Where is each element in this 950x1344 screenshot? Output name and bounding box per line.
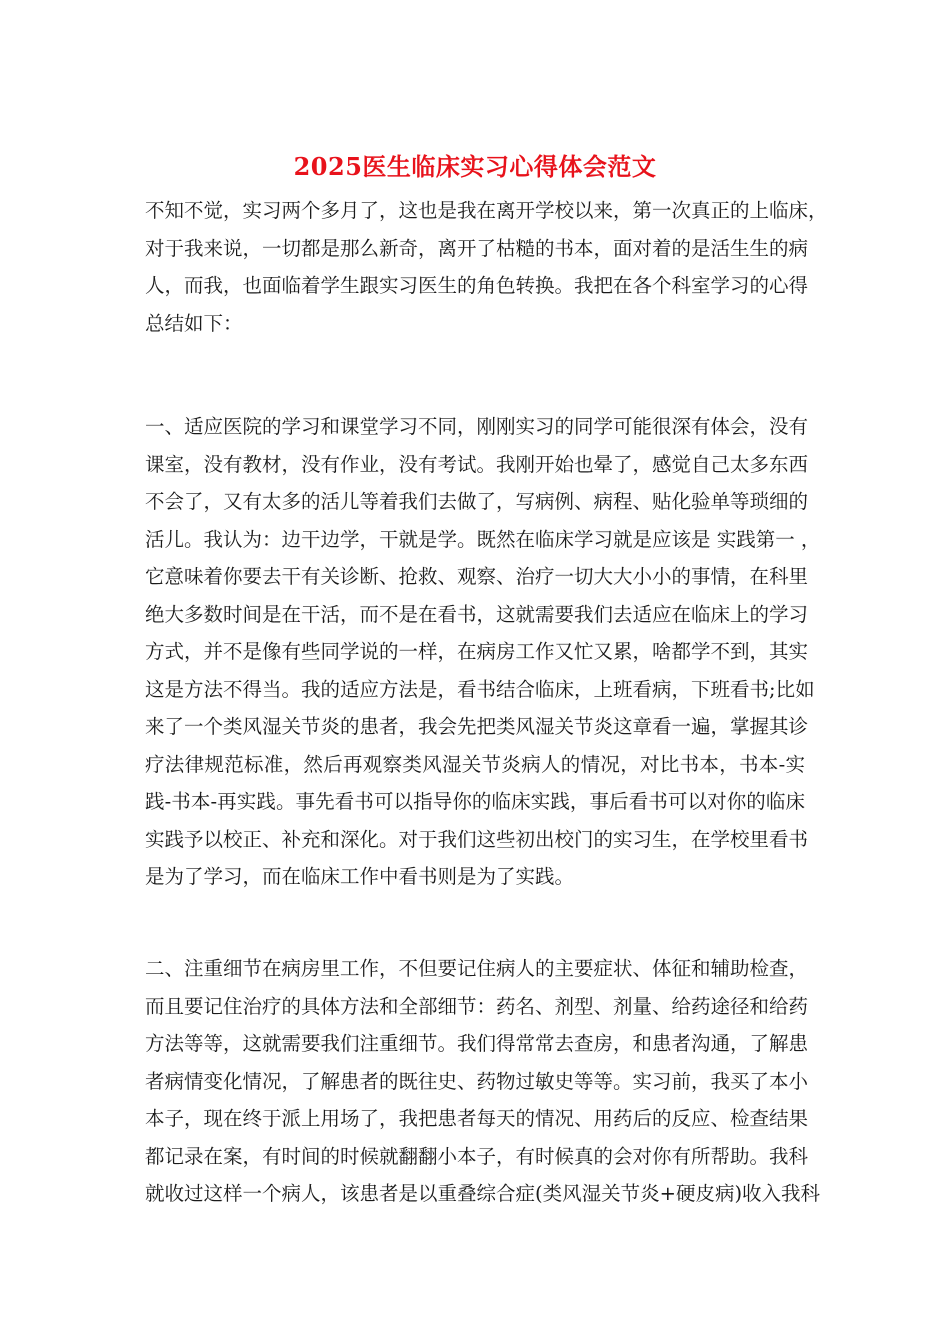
paragraph-line: 活儿。我认为：边干边学，干就是学。既然在临床学习就是应该是 实践第一 ， xyxy=(145,527,821,551)
paragraph-line: 人，而我，也面临着学生跟实习医生的角色转换。我把在各个科室学习的心得 xyxy=(145,274,809,297)
paragraph-line: 对于我来说，一切都是那么新奇，离开了枯糙的书本，面对着的是活生生的病 xyxy=(145,236,809,260)
paragraph-line: 方式，并不是像有些同学说的一样，在病房工作又忙又累，啥都学不到，其实 xyxy=(145,640,809,663)
paragraph-line: 二、注重细节在病房里工作，不但要记住病人的主要症状、体征和辅助检查， xyxy=(145,957,809,980)
paragraph-line: 一、适应医院的学习和课堂学习不同，刚刚实习的同学可能很深有体会，没有 xyxy=(145,415,809,438)
paragraph-line: 疗法律规范标准，然后再观察类风湿关节炎病人的情况，对比书本，书本-实 xyxy=(145,752,805,776)
paragraph-line: 而且要记住治疗的具体方法和全部细节：药名、剂型、剂量、给药途径和给药 xyxy=(145,994,809,1018)
paragraph-line: 不会了，又有太多的活儿等着我们去做了，写病例、病程、贴化验单等琐细的 xyxy=(145,490,809,513)
document-title: 2025医生临床实习心得体会范文 xyxy=(293,152,657,181)
paragraph-line: 就收过这样一个病人，该患者是以重叠综合症(类风湿关节炎+硬皮病)收入我科 xyxy=(145,1182,821,1205)
paragraph-line: 总结如下： xyxy=(145,311,243,335)
paragraph-line: 来了一个类风湿关节炎的患者，我会先把类风湿关节炎这章看一遍，掌握其诊 xyxy=(145,715,809,738)
paragraph-line: 方法等等，这就需要我们注重细节。我们得常常去查房，和患者沟通，了解患 xyxy=(145,1032,809,1055)
paragraph-line: 实践予以校正、补充和深化。对于我们这些初出校门的实习生，在学校里看书 xyxy=(145,827,809,851)
paragraph-section-1 xyxy=(145,408,821,896)
paragraph-line: 都记录在案，有时间的时候就翻翻小本子，有时候真的会对你有所帮助。我科 xyxy=(145,1144,809,1168)
paragraph-line: 践-书本-再实践。事先看书可以指导你的临床实践，事后看书可以对你的临床 xyxy=(145,790,805,813)
paragraph-line: 不知不觉，实习两个多月了，这也是我在离开学校以来，第一次真正的上临床， xyxy=(145,199,828,222)
paragraph-section-2 xyxy=(145,950,821,1213)
paragraph-line: 这是方法不得当。我的适应方法是，看书结合临床，上班看病，下班看书;比如 xyxy=(145,677,815,701)
paragraph-intro xyxy=(145,192,828,342)
paragraph-line: 是为了学习，而在临床工作中看书则是为了实践。 xyxy=(145,865,575,888)
paragraph-line: 它意味着你要去干有关诊断、抢救、观察、治疗一切大大小小的事情，在科里 xyxy=(145,565,809,588)
paragraph-line: 本子，现在终于派上用场了，我把患者每天的情况、用药后的反应、检查结果 xyxy=(145,1107,809,1130)
paragraph-line: 课室，没有教材，没有作业，没有考试。我刚开始也晕了，感觉自己太多东西 xyxy=(145,452,809,476)
paragraph-line: 者病情变化情况，了解患者的既往史、药物过敏史等等。实习前，我买了本小 xyxy=(145,1069,809,1093)
paragraph-line: 绝大多数时间是在干活，而不是在看书，这就需要我们去适应在临床上的学习 xyxy=(145,602,809,626)
